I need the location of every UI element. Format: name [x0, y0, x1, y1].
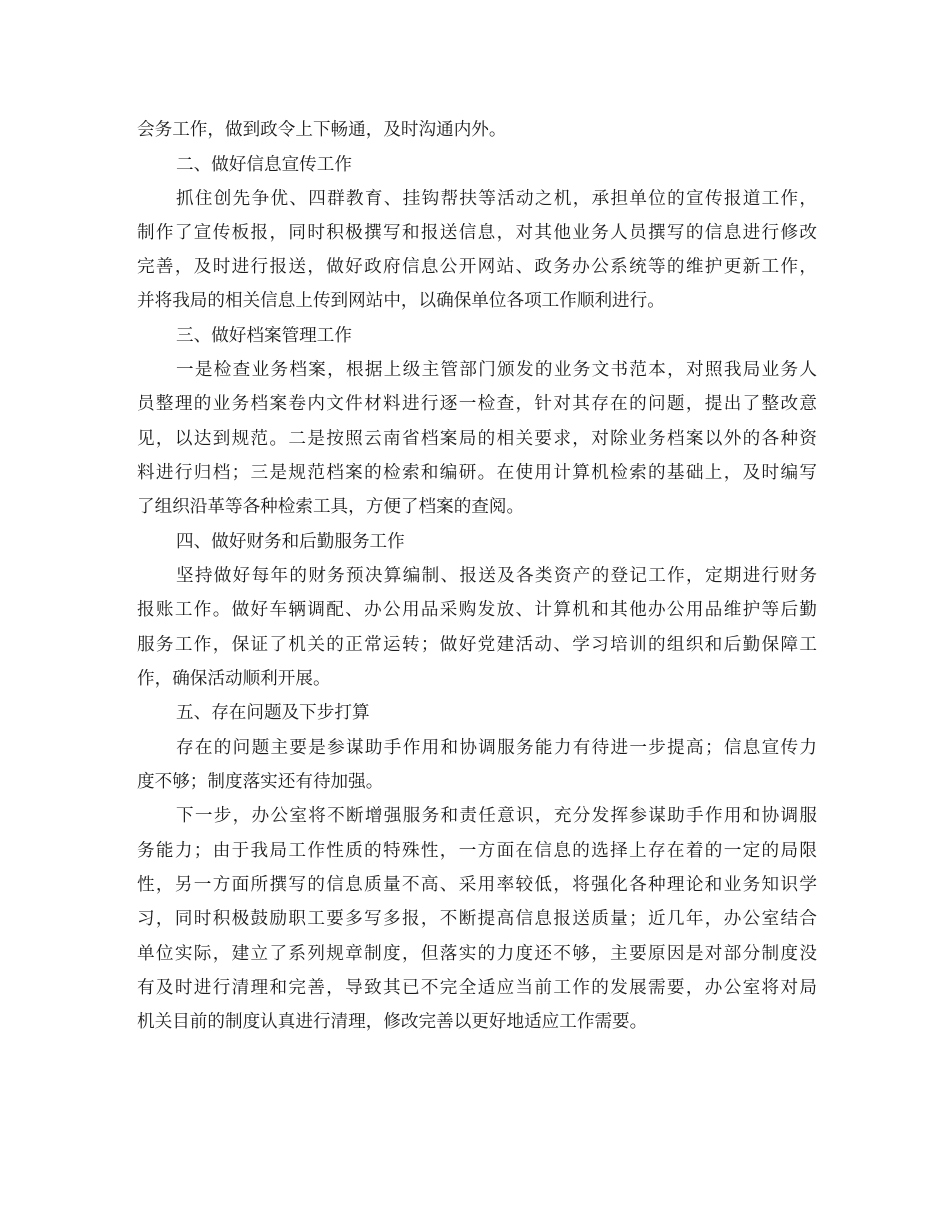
text-line: 见，以达到规范。二是按照云南省档案局的相关要求，对除业务档案以外的各种资	[137, 429, 817, 449]
text-line: 完善，及时进行报送，做好政府信息公开网站、政务办公系统等的维护更新工作，	[137, 257, 817, 277]
text-line: 了组织沿革等各种检索工具，方便了档案的查阅。	[137, 497, 525, 517]
section-heading: 四、做好财务和后勤服务工作	[176, 532, 405, 552]
text-line: 员整理的业务档案卷内文件材料进行逐一检查，针对其存在的问题，提出了整改意	[137, 394, 817, 414]
text-line: 并将我局的相关信息上传到网站中，以确保单位各项工作顺利进行。	[137, 291, 665, 311]
text-line: 习，同时积极鼓励职工要多写多报，不断提高信息报送质量；近几年，办公室结合	[137, 909, 817, 929]
text-line: 会务工作，做到政令上下畅通，及时沟通内外。	[137, 120, 507, 140]
text-line: 有及时进行清理和完善，导致其已不完全适应当前工作的发展需要，办公室将对局	[137, 978, 817, 998]
text-line: 坚持做好每年的财务预决算编制、报送及各类资产的登记工作，定期进行财务	[176, 566, 817, 586]
text-line: 下一步，办公室将不断增强服务和责任意识，充分发挥参谋助手作用和协调服	[176, 806, 817, 826]
text-line: 报账工作。做好车辆调配、办公用品采购发放、计算机和其他办公用品维护等后勤	[137, 600, 817, 620]
text-line: 料进行归档；三是规范档案的检索和编研。在使用计算机检索的基础上，及时编写	[137, 463, 817, 483]
text-line: 服务工作，保证了机关的正常运转；做好党建活动、学习培训的组织和后勤保障工	[137, 635, 817, 655]
text-line: 性，另一方面所撰写的信息质量不高、采用率较低，将强化各种理论和业务知识学	[137, 875, 817, 895]
text-line: 制作了宣传板报，同时积极撰写和报送信息，对其他业务人员撰写的信息进行修改	[137, 223, 817, 243]
section-heading: 二、做好信息宣传工作	[176, 155, 352, 175]
text-line: 存在的问题主要是参谋助手作用和协调服务能力有待进一步提高；信息宣传力	[176, 738, 817, 758]
text-line: 度不够；制度落实还有待加强。	[137, 772, 384, 792]
section-heading: 三、做好档案管理工作	[176, 326, 352, 346]
text-line: 作，确保活动顺利开展。	[137, 669, 331, 689]
text-line: 一是检查业务档案，根据上级主管部门颁发的业务文书范本，对照我局业务人	[176, 360, 817, 380]
text-line: 单位实际，建立了系列规章制度，但落实的力度还不够，主要原因是对部分制度没	[137, 944, 817, 964]
text-line: 务能力；由于我局工作性质的特殊性，一方面在信息的选择上存在着的一定的局限	[137, 841, 817, 861]
text-line: 机关目前的制度认真进行清理，修改完善以更好地适应工作需要。	[137, 1012, 648, 1032]
text-line: 抓住创先争优、四群教育、挂钩帮扶等活动之机，承担单位的宣传报道工作，	[176, 189, 817, 209]
section-heading: 五、存在问题及下步打算	[176, 703, 370, 723]
